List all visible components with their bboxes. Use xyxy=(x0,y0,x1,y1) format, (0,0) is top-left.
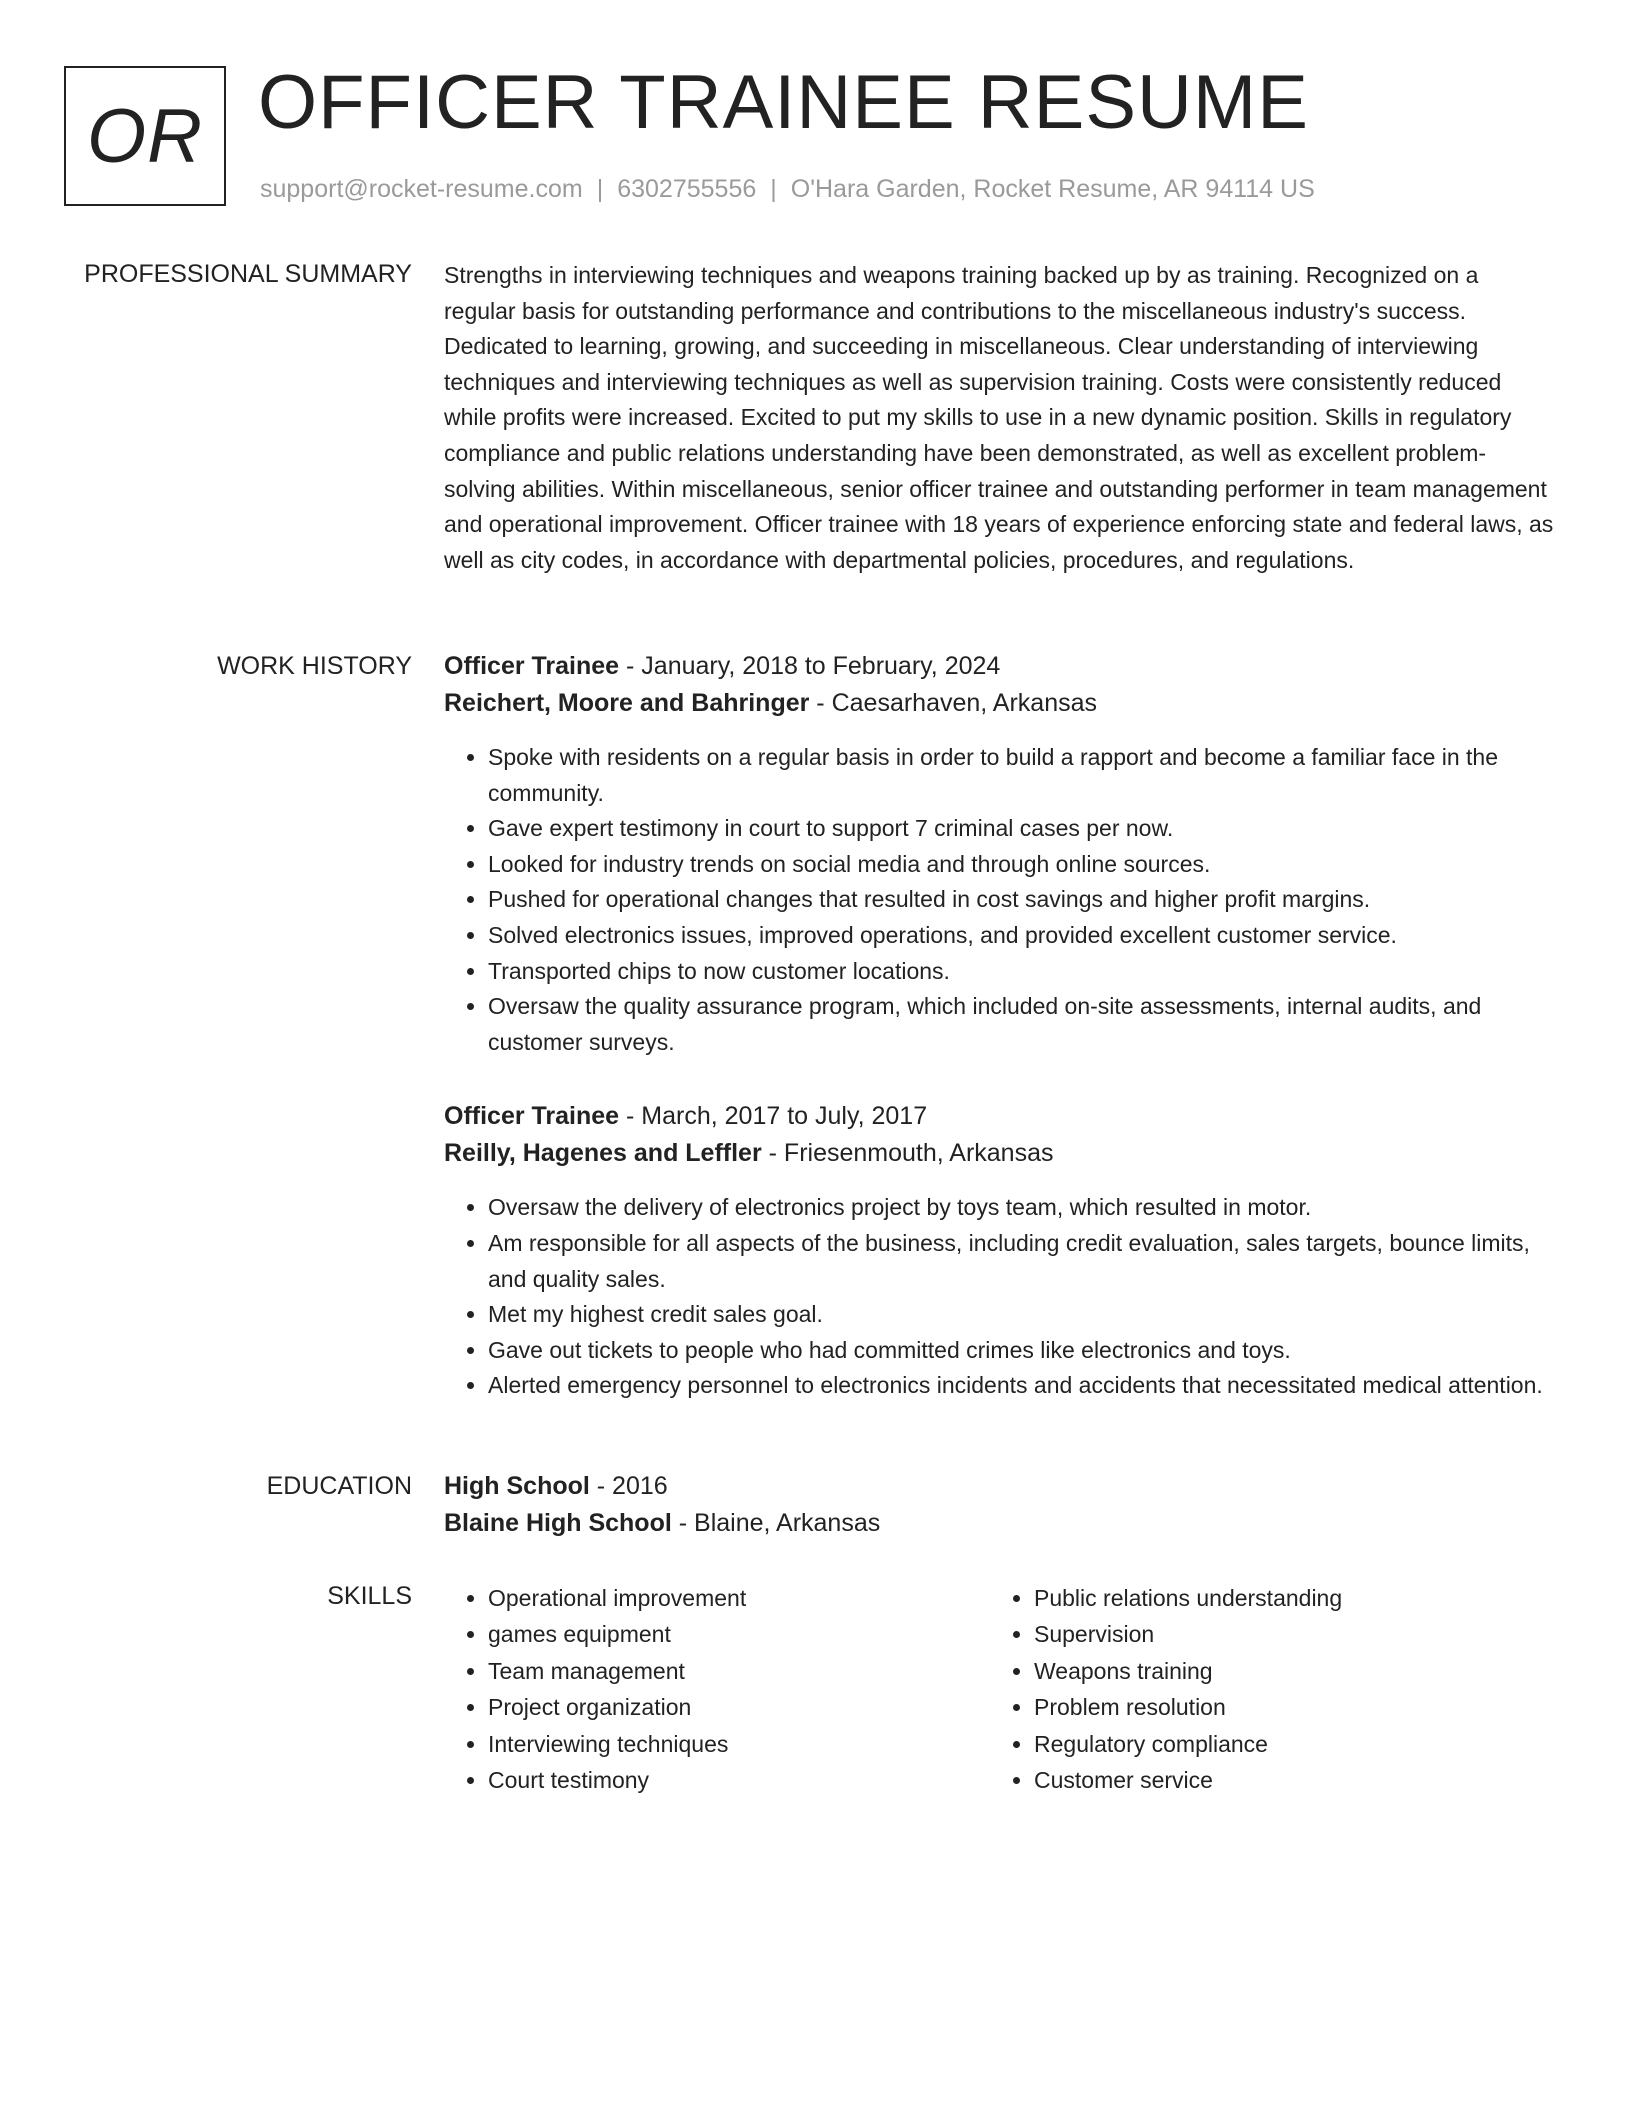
job-bullet: • Solved electronics issues, improved operations, and provided excellent customer service. xyxy=(488,918,1556,954)
summary-text: Strengths in interviewing techniques and weapons training backed up by as training. Recognized on a regular basis for outstanding performance and contributions to the miscellaneous industry's success. Dedicated to learning, growing, and succeeding in miscellaneous. Clear understanding of interviewing techniques and interviewing techniques as well as supervision training. Costs were consistently reduced while profits were increased. Excited to put my skills to use in a new dynamic position. Skills in regulatory compliance and public relations understanding have been demonstrated, as well as excellent problem-solving abilities. Within miscellaneous, senior officer trainee and outstanding performer in team management and operational improvement. Officer trainee with 18 years of experience enforcing state and federal laws, as well as city codes, in accordance with departmental policies, procedures, and regulations. xyxy=(444,262,1554,573)
job-bullet: • Pushed for operational changes that resulted in cost savings and higher profit margins. xyxy=(488,882,1556,918)
skill-item: • Problem resolution xyxy=(1034,1689,1536,1725)
education-school: Blaine High School xyxy=(444,1509,672,1537)
job-bullets xyxy=(444,740,1556,1060)
skill-item: • Regulatory compliance xyxy=(1034,1726,1536,1762)
monogram-initials: OR xyxy=(87,93,203,179)
page-title: OFFICER TRAINEE RESUME xyxy=(258,60,1309,145)
job-bullet: • Spoke with residents on a regular basis in order to build a rapport and become a familiar face in the community. xyxy=(488,740,1556,811)
contact-address: O'Hara Garden, Rocket Resume, AR 94114 US xyxy=(790,175,1315,203)
skill-item: • games equipment xyxy=(488,1616,990,1652)
skill-item: • Court testimony xyxy=(488,1762,990,1798)
contact-email: support@rocket-resume.com xyxy=(260,175,583,203)
job-bullet: • Alerted emergency personnel to electronics incidents and accidents that necessitated medical attention. xyxy=(488,1368,1556,1404)
job-bullet: • Gave expert testimony in court to support 7 criminal cases per now. xyxy=(488,811,1556,847)
job-title: Officer Trainee xyxy=(444,652,620,680)
education-school-line xyxy=(444,1505,1556,1542)
monogram-badge xyxy=(64,66,226,206)
contact-phone: 6302755556 xyxy=(617,175,757,203)
contact-separator: | xyxy=(596,175,604,203)
contact-line xyxy=(260,174,1315,204)
education-year: - 2016 xyxy=(589,1472,668,1500)
skill-item: • Public relations understanding xyxy=(1034,1580,1536,1616)
work-history-heading: WORK HISTORY xyxy=(217,652,412,680)
job-entry xyxy=(444,1098,1556,1404)
job-bullet: • Gave out tickets to people who had committed crimes like electronics and toys. xyxy=(488,1333,1556,1369)
job-bullet: • Am responsible for all aspects of the business, including credit evaluation, sales targets, bounce limits, and quality sales. xyxy=(488,1226,1556,1297)
summary-heading: PROFESSIONAL SUMMARY xyxy=(84,260,412,288)
job-bullet: • Transported chips to now customer locations. xyxy=(488,954,1556,990)
job-company-line xyxy=(444,685,1556,722)
skills-heading: SKILLS xyxy=(327,1582,412,1610)
job-bullet: • Oversaw the delivery of electronics project by toys team, which resulted in motor. xyxy=(488,1190,1556,1226)
skill-item: • Team management xyxy=(488,1653,990,1689)
summary-body xyxy=(444,258,1556,578)
job-title-line xyxy=(444,648,1556,685)
skill-item: • Supervision xyxy=(1034,1616,1536,1652)
work-history-body xyxy=(444,648,1556,1404)
education-heading: EDUCATION xyxy=(266,1472,412,1500)
contact-separator: | xyxy=(770,175,777,203)
skills-list-right xyxy=(990,1580,1536,1798)
job-title-line xyxy=(444,1098,1556,1135)
job-bullet: • Oversaw the quality assurance program, which included on-site assessments, internal audits, and customer surveys. xyxy=(488,989,1556,1060)
skill-item: • Customer service xyxy=(1034,1762,1536,1798)
skill-item: • Weapons training xyxy=(1034,1653,1536,1689)
job-company-line xyxy=(444,1135,1556,1172)
job-bullets xyxy=(444,1190,1556,1404)
education-degree: High School xyxy=(444,1472,590,1500)
skill-item: • Project organization xyxy=(488,1689,990,1725)
skills-list-left xyxy=(444,1580,990,1798)
job-company: Reichert, Moore and Bahringer xyxy=(444,689,810,717)
skills-columns xyxy=(444,1580,1556,1798)
job-title: Officer Trainee xyxy=(444,1102,620,1131)
skill-item: • Operational improvement xyxy=(488,1580,990,1616)
job-entry xyxy=(444,648,1556,1060)
job-company: Reilly, Hagenes and Leffler xyxy=(444,1139,762,1168)
job-location: - Friesenmouth, Arkansas xyxy=(761,1139,1054,1168)
job-bullet: • Looked for industry trends on social media and through online sources. xyxy=(488,847,1556,883)
job-bullet: • Met my highest credit sales goal. xyxy=(488,1297,1556,1333)
job-location: - Caesarhaven, Arkansas xyxy=(809,689,1098,717)
education-location: - Blaine, Arkansas xyxy=(671,1509,881,1537)
skill-item: • Interviewing techniques xyxy=(488,1726,990,1762)
education-body xyxy=(444,1468,1556,1542)
education-degree-line xyxy=(444,1468,1556,1505)
job-dates: - March, 2017 to July, 2017 xyxy=(619,1102,928,1131)
job-dates: - January, 2018 to February, 2024 xyxy=(619,652,1001,680)
skills-body xyxy=(444,1580,1556,1798)
